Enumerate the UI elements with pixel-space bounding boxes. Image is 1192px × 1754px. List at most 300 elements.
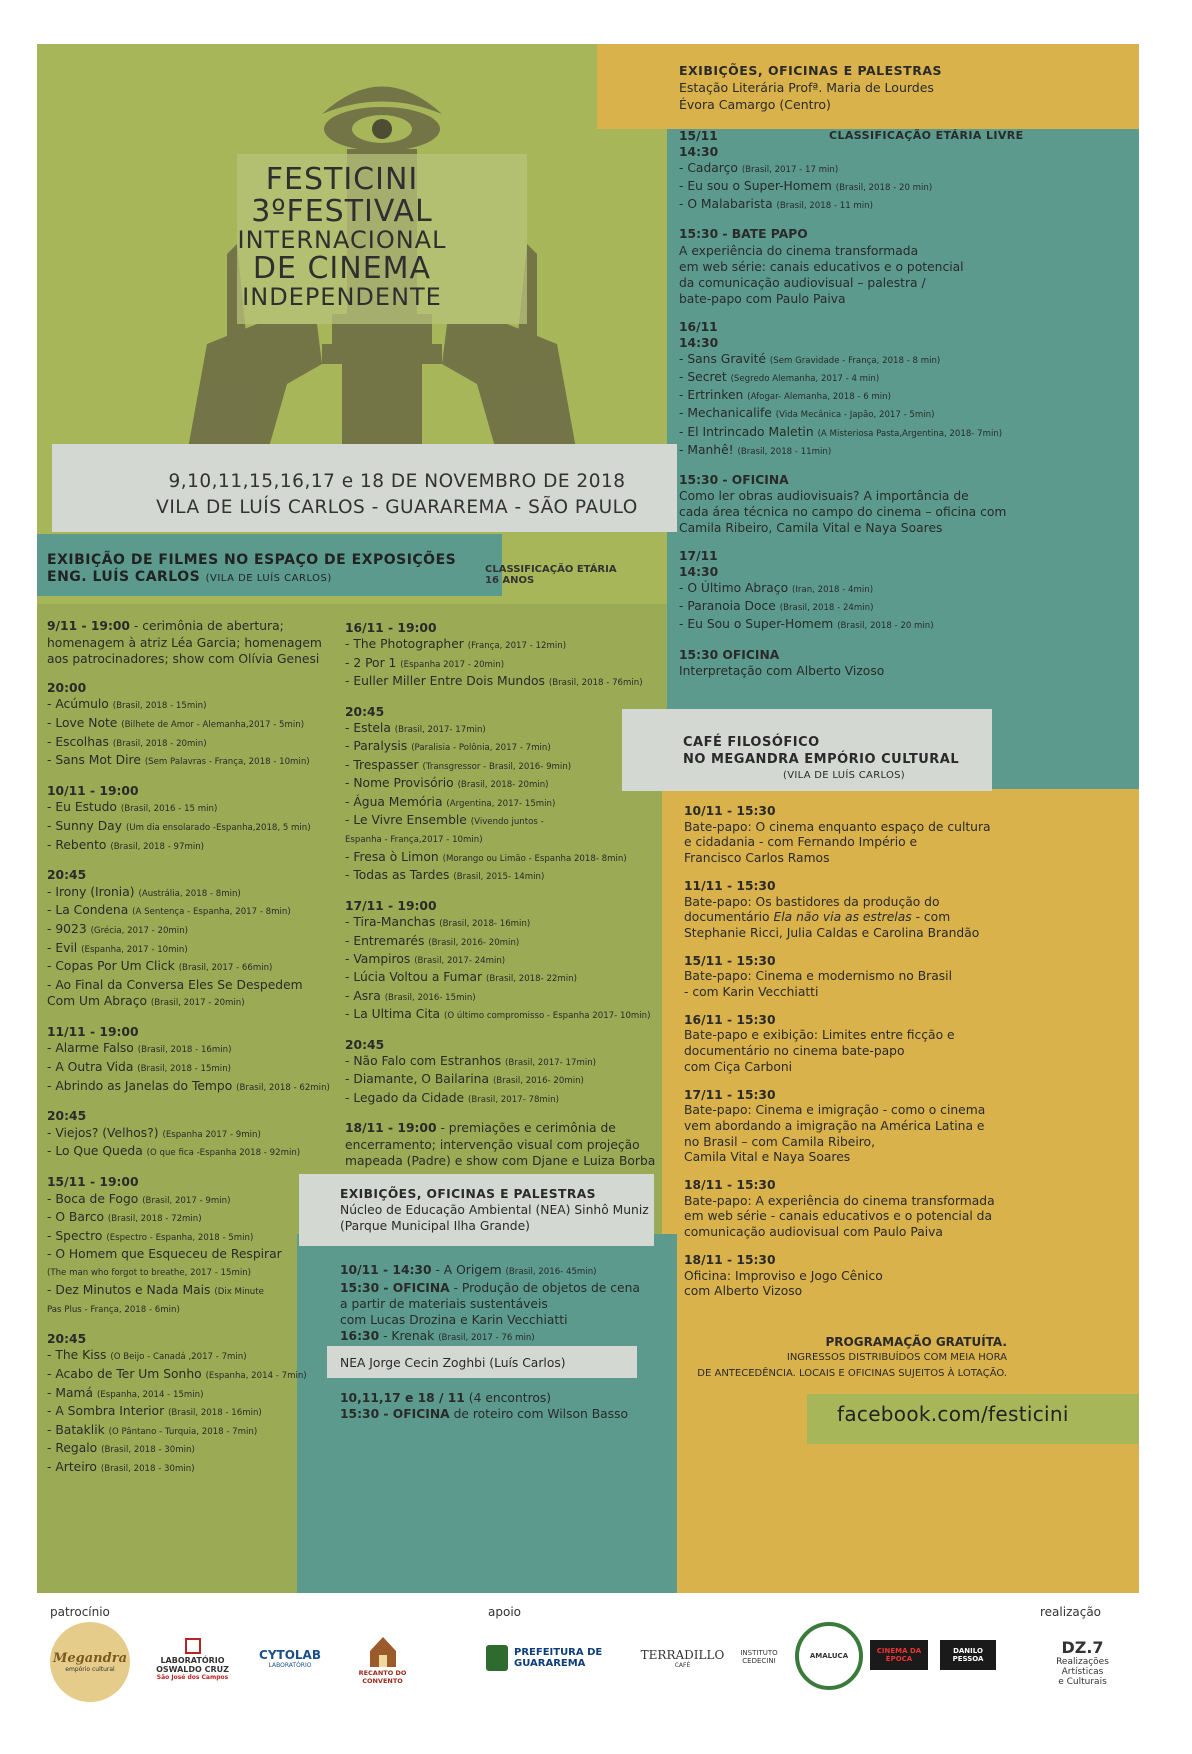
- schedule-line: [47, 752, 347, 771]
- schedule-detail: (A Sentença - Espanha, 2017 - 8min): [132, 907, 291, 918]
- right-venue-1: Estação Literária Profª. Maria de Lourdes: [679, 80, 934, 95]
- terradillo-name: TERRADILLO: [640, 1647, 725, 1662]
- schedule-line: [340, 1390, 680, 1406]
- schedule-heading: 20:45: [47, 1109, 87, 1124]
- schedule-heading: 14:30: [679, 336, 719, 351]
- schedule-text: Com Um Abraço: [47, 994, 147, 1009]
- schedule-detail: (Morango ou Limão - Espanha 2018- 8min): [442, 853, 627, 864]
- schedule-heading: 20:00: [47, 680, 87, 695]
- schedule-line: [679, 564, 1119, 580]
- right-top-heading: [679, 62, 942, 113]
- spacer: [345, 886, 675, 898]
- spacer: [679, 635, 1119, 647]
- schedule-line: [679, 144, 1119, 160]
- schedule-line: [345, 1137, 675, 1153]
- schedule-line: [345, 636, 675, 654]
- schedule-text: - Manhê!: [679, 442, 734, 457]
- schedule-heading: 20:45: [47, 1331, 87, 1346]
- schedule-heading: 10/11 - 19:00: [47, 783, 139, 798]
- schedule-text: - com Karin Vecchiatti: [684, 985, 819, 1000]
- schedule-line: [345, 867, 675, 885]
- cafe-heading: [683, 734, 959, 768]
- recanto-name: RECANTO DO CONVENTO: [358, 1669, 407, 1685]
- schedule-line: [679, 616, 1119, 634]
- cafe-line-1: CAFÉ FILOSÓFICO: [683, 735, 820, 750]
- megandra-logo: [50, 1622, 130, 1702]
- schedule-line: [47, 1385, 347, 1404]
- schedule-detail: (Bilhete de Amor - Alemanha,2017 - 5min): [121, 719, 305, 730]
- footer-realizacao: realização: [1040, 1605, 1102, 1619]
- cinema-logo: [870, 1640, 928, 1670]
- schedule-text: - Copas Por Um Click: [47, 959, 175, 974]
- schedule-text: - Bataklik: [47, 1422, 105, 1437]
- schedule-line: [345, 1120, 675, 1136]
- nea-title: EXIBIÇÕES, OFICINAS E PALESTRAS: [340, 1187, 596, 1201]
- schedule-text: - Tira-Manchas: [345, 915, 436, 930]
- schedule-detail: (Espectro - Espanha, 2018 - 5min): [106, 1232, 254, 1243]
- schedule-text: - Estela: [345, 721, 391, 736]
- schedule-text: - Rebento: [47, 837, 107, 852]
- schedule-line: [679, 548, 1119, 564]
- schedule-text: a partir de materiais sustentáveis: [340, 1297, 548, 1311]
- lab-icon: [185, 1638, 201, 1654]
- date-line: 9,10,11,15,16,17 e 18 DE NOVEMBRO DE 2018: [168, 471, 626, 492]
- schedule-heading: 15/11: [679, 129, 718, 143]
- schedule-line: [684, 851, 1124, 867]
- schedule-line: [679, 335, 1119, 351]
- schedule-line: [684, 1194, 1124, 1210]
- schedule-text: - La Condena: [47, 903, 129, 918]
- spacer: [47, 855, 347, 867]
- schedule-text: - The Photographer: [345, 637, 464, 652]
- schedule-text: - Irony (Ironia): [47, 884, 135, 899]
- schedule-line: [684, 1013, 1124, 1029]
- schedule-detail: (Brasil, 2018 - 15min): [112, 701, 207, 712]
- schedule-line: [345, 933, 675, 951]
- schedule-line: [340, 1280, 680, 1296]
- date-text: [127, 469, 667, 521]
- cafe-line-3: (VILA DE LUÍS CARLOS): [783, 770, 905, 781]
- spacer: [47, 1012, 347, 1024]
- schedule-detail: (A Misteriosa Pasta,Argentina, 2018- 7min): [817, 428, 1003, 439]
- dz7-sub-1: Realizações: [1056, 1656, 1109, 1667]
- schedule-line: [345, 1053, 675, 1071]
- schedule-text: no Brasil – com Camila Ribeiro,: [684, 1134, 875, 1149]
- amaluca-name: AMALUCA: [809, 1652, 849, 1660]
- schedule-detail: Pas Plus - França, 2018 - 6min): [47, 1305, 180, 1316]
- spacer: [684, 1076, 1124, 1088]
- schedule-text: bate-papo com Paulo Paiva: [679, 291, 846, 306]
- nea-heading: [340, 1186, 649, 1234]
- schedule-line: [47, 651, 347, 668]
- schedule-heading: 10,11,17 e 18 / 11: [340, 1391, 465, 1405]
- schedule-text: Bate-papo: Cinema e imigração - como o cinema: [684, 1103, 986, 1118]
- footer-patrocinio: patrocínio: [50, 1605, 110, 1619]
- schedule-line: [47, 977, 347, 994]
- lab-sub: São José dos Campos: [156, 1674, 229, 1681]
- schedule-text: - Não Falo com Estranhos: [345, 1053, 502, 1068]
- schedule-detail: (Brasil, 2017 - 20min): [150, 998, 245, 1009]
- schedule-text: - Evil: [47, 940, 78, 955]
- schedule-text: - Abrindo as Janelas do Tempo: [47, 1078, 233, 1093]
- schedule-text: - Secret: [679, 370, 727, 385]
- lab-name: LABORATÓRIO OSWALDO CRUZ: [156, 1656, 229, 1674]
- schedule-detail: (Brasil, 2018 - 11min): [737, 446, 832, 457]
- dz7-name: DZ.7: [1061, 1637, 1104, 1657]
- schedule-text: - Spectro: [47, 1228, 103, 1243]
- schedule-line: [679, 663, 1119, 679]
- spacer: [684, 1001, 1124, 1013]
- schedule-text: vem abordando a imigração na América Latina e: [684, 1118, 985, 1133]
- schedule-text: - Regalo: [47, 1441, 98, 1456]
- schedule-text: - premiações e cerimônia de: [436, 1121, 616, 1136]
- schedule-text: documentário no cinema bate-papo: [684, 1044, 905, 1059]
- spacer: [679, 214, 1119, 226]
- schedule-line: [684, 1119, 1124, 1135]
- cafe-schedule: [684, 804, 1124, 1300]
- schedule-line: [345, 794, 675, 812]
- schedule-line: [47, 1282, 347, 1301]
- lab-logo: [150, 1632, 235, 1687]
- schedule-line: [679, 369, 1119, 387]
- schedule-line: [679, 178, 1119, 196]
- schedule-line: [47, 1108, 347, 1125]
- schedule-line: [679, 520, 1119, 536]
- schedule-detail: (Brasil, 2018 - 30min): [100, 1463, 195, 1474]
- schedule-line: [345, 1153, 675, 1169]
- schedule-detail: (Vida Mecânica - Japão, 2017 - 5min): [775, 410, 935, 421]
- title-line-4: DE CINEMA: [252, 251, 432, 287]
- schedule-heading: 10/11 - 14:30: [340, 1263, 432, 1277]
- schedule-text: encerramento; intervenção visual com projeção: [345, 1137, 640, 1152]
- schedule-line: [679, 160, 1119, 178]
- schedule-detail: (Brasil, 2018- 16min): [439, 919, 531, 930]
- schedule-line: [679, 387, 1119, 405]
- schedule-line: [47, 715, 347, 734]
- schedule-text: - Eu Estudo: [47, 800, 117, 815]
- schedule-text: - cerimônia de abertura;: [129, 619, 284, 633]
- schedule-detail: (Brasil, 2018 - 24min): [779, 603, 874, 614]
- schedule-heading: 16/11 - 19:00: [345, 621, 437, 635]
- schedule-detail: (Brasil, 2018 - 62min): [236, 1082, 330, 1093]
- schedule-line: [47, 902, 347, 921]
- schedule-detail: (Brasil, 2018 - 20 min): [837, 621, 934, 632]
- dz7-sub-3: e Culturais: [1058, 1676, 1107, 1687]
- schedule-detail: (Sem Palavras - França, 2018 - 10min): [144, 757, 310, 768]
- schedule-heading: 17/11 - 19:00: [345, 898, 437, 913]
- nea-schedule: [340, 1262, 680, 1346]
- schedule-heading: 15:30 - BATE PAPO: [679, 227, 808, 242]
- schedule-heading: 17/11: [679, 549, 718, 564]
- schedule-text: - Le Vivre Ensemble: [345, 813, 467, 828]
- schedule-line: [345, 830, 675, 848]
- spacer: [684, 867, 1124, 879]
- schedule-text: documentário: [684, 910, 770, 925]
- schedule-heading: 14:30: [679, 145, 719, 160]
- schedule-detail: (Brasil, 2018 - 20min): [112, 738, 207, 749]
- schedule-heading: 20:45: [345, 1037, 385, 1052]
- schedule-line: [679, 319, 1119, 335]
- left-rating-2: 16 ANOS: [485, 575, 535, 586]
- schedule-line: [684, 1135, 1124, 1151]
- footer-apoio: apoio: [488, 1605, 521, 1619]
- spacer: [684, 1241, 1124, 1253]
- schedule-heading: 20:45: [47, 868, 87, 883]
- schedule-detail: (Espanha, 2017 - 10min): [81, 944, 188, 955]
- spacer: [47, 1319, 347, 1331]
- schedule-detail: (Sem Gravidade - França, 2018 - 8 min): [769, 356, 941, 367]
- schedule-text: - Euller Miller Entre Dois Mundos: [345, 674, 545, 689]
- dz7-logo: [1040, 1625, 1125, 1700]
- schedule-line: [684, 1028, 1124, 1044]
- schedule-text: - A Sombra Interior: [47, 1404, 165, 1419]
- schedule-line: [679, 351, 1119, 369]
- schedule-text: - Sunny Day: [47, 818, 123, 833]
- schedule-detail: (Brasil, 2018- 20min): [457, 780, 549, 791]
- schedule-line: [679, 504, 1119, 520]
- right-rating: CLASSIFICAÇÃO ETÁRIA LIVRE: [829, 129, 1024, 142]
- schedule-text: - Viejos? (Velhos?): [47, 1125, 159, 1140]
- schedule-line: [684, 895, 1124, 911]
- schedule-text: - Vampiros: [345, 951, 411, 966]
- schedule-detail: (Vivendo juntos -: [470, 817, 544, 828]
- schedule-detail: (Segredo Alemanha, 2017 - 4 min): [730, 374, 880, 385]
- schedule-detail: (Brasil, 2018 - 15min): [137, 1064, 231, 1075]
- schedule-line: [340, 1312, 680, 1328]
- schedule-line: [345, 620, 675, 636]
- terradillo-logo: [640, 1640, 725, 1676]
- schedule-heading: 16:30: [340, 1329, 380, 1343]
- schedule-line: [47, 837, 347, 856]
- schedule-detail: (O último compromisso - Espanha 2017- 10min): [444, 1011, 651, 1022]
- free-line-1: PROGRAMAÇÃO GRATUÍTA.: [825, 1335, 1007, 1349]
- schedule-detail: (Brasil, 2018 - 72min): [107, 1214, 202, 1225]
- schedule-line: [679, 580, 1119, 598]
- schedule-detail: (Brasil, 2017 - 76 min): [438, 1333, 535, 1343]
- schedule-text: - Acúmulo: [47, 697, 109, 712]
- schedule-text: - Asra: [345, 988, 381, 1003]
- schedule-text: - Fresa ò Limon: [345, 849, 439, 864]
- schedule-line: [47, 1059, 347, 1078]
- schedule-line: [340, 1296, 680, 1312]
- schedule-line: [47, 921, 347, 940]
- schedule-text: Francisco Carlos Ramos: [684, 851, 830, 866]
- schedule-heading: 11/11 - 19:00: [47, 1024, 139, 1039]
- schedule-line: [47, 884, 347, 903]
- spacer: [684, 942, 1124, 954]
- schedule-text: A experiência do cinema transformada: [679, 243, 919, 258]
- schedule-text: e cidadania - com Fernando Império e: [684, 835, 918, 850]
- schedule-line: [684, 1284, 1124, 1300]
- schedule-detail: (Austrália, 2018 - 8min): [138, 888, 241, 899]
- schedule-line: [47, 618, 347, 635]
- schedule-line: [47, 1246, 347, 1263]
- schedule-line: [679, 405, 1119, 423]
- schedule-line: [684, 835, 1124, 851]
- schedule-text: - El Intrincado Maletin: [679, 424, 814, 439]
- schedule-line: [47, 1143, 347, 1162]
- schedule-text: Bate-papo: Os bastidores da produção do: [684, 894, 940, 909]
- schedule-text: - O Barco: [47, 1210, 104, 1225]
- schedule-line: [345, 849, 675, 867]
- schedule-heading: 17/11 - 15:30: [684, 1087, 776, 1102]
- schedule-line: [679, 472, 1119, 488]
- spacer: [345, 1108, 675, 1120]
- festival-title: [217, 164, 467, 310]
- schedule-text: - Escolhas: [47, 734, 109, 749]
- schedule-text: aos patrocinadores; show com Olívia Genesi: [47, 652, 320, 667]
- spacer: [47, 1096, 347, 1108]
- schedule-text: - Lo Que Queda: [47, 1144, 143, 1159]
- schedule-line: [47, 1422, 347, 1441]
- schedule-heading: 16/11: [679, 319, 718, 334]
- schedule-line: [47, 958, 347, 977]
- danilo-logo: [940, 1640, 996, 1670]
- schedule-line: [47, 734, 347, 753]
- schedule-line: [47, 867, 347, 884]
- schedule-line: [684, 879, 1124, 895]
- right-schedule: [679, 128, 1119, 679]
- left-heading-sub: (VILA DE LUÍS CARLOS): [205, 573, 332, 584]
- schedule-heading: 11/11 - 15:30: [684, 878, 776, 893]
- schedule-line: [684, 969, 1124, 985]
- schedule-detail: (Argentina, 2017- 15min): [446, 798, 556, 809]
- cytolab-logo: [245, 1640, 335, 1676]
- schedule-line: [679, 259, 1119, 275]
- schedule-line: [679, 424, 1119, 442]
- schedule-detail: (Brasil, 2017 - 66min): [178, 963, 273, 974]
- schedule-line: [47, 1403, 347, 1422]
- schedule-text: - Dez Minutos e Nada Mais: [47, 1282, 211, 1297]
- schedule-text: - A Outra Vida: [47, 1060, 134, 1075]
- schedule-line: [684, 985, 1124, 1001]
- schedule-text: Camila Vital e Naya Soares: [684, 1150, 851, 1165]
- schedule-heading: 15:30 - OFICINA: [679, 472, 789, 487]
- schedule-detail: (Brasil, 2017 - 9min): [142, 1195, 231, 1206]
- schedule-line: [684, 1225, 1124, 1241]
- prefeitura-icon: [486, 1645, 508, 1671]
- schedule-text: - Alarme Falso: [47, 1041, 134, 1056]
- title-line-1: FESTICINI: [265, 162, 419, 197]
- schedule-heading: 20:45: [345, 704, 385, 719]
- spacer: [47, 668, 347, 680]
- church-icon: [366, 1635, 400, 1669]
- schedule-detail: (Afogar- Alemanha, 2018 - 6 min): [747, 392, 891, 403]
- title-line-3: INTERNACIONAL: [237, 225, 447, 254]
- schedule-line: [340, 1262, 680, 1280]
- schedule-detail: (O Beijo - Canadá ,2017 - 7min): [110, 1352, 247, 1363]
- schedule-text: - Água Memória: [345, 794, 443, 809]
- schedule-line: [47, 1300, 347, 1319]
- schedule-detail: (Brasil, 2016- 15min): [384, 992, 476, 1003]
- schedule-text: - A Origem: [431, 1263, 502, 1277]
- schedule-line: [47, 940, 347, 959]
- schedule-line: [345, 1071, 675, 1089]
- schedule-detail: (Brasil, 2016- 45min): [505, 1267, 597, 1277]
- schedule-detail: (Brasil, 2016 - 15 min): [120, 804, 218, 815]
- schedule-detail: (Brasil, 2017 - 17 min): [741, 165, 839, 176]
- schedule-title-italic: Ela não via as estrelas: [773, 910, 912, 925]
- schedule-column-a: [47, 618, 347, 1478]
- schedule-line: [47, 680, 347, 697]
- schedule-line: [47, 1347, 347, 1366]
- schedule-detail: (Brasil, 2017- 17min): [394, 725, 486, 736]
- schedule-line: [47, 1078, 347, 1097]
- left-heading: [47, 552, 456, 587]
- schedule-line: [47, 1040, 347, 1059]
- schedule-text: - 2 Por 1: [345, 655, 397, 670]
- schedule-text: - Eu sou o Super-Homem: [679, 179, 832, 194]
- cinema-name: CINEMA DA ÉPOCA: [876, 1647, 922, 1663]
- schedule-text: - The Kiss: [47, 1348, 107, 1363]
- schedule-detail: (Transgressor - Brasil, 2016- 9min): [422, 761, 572, 772]
- spacer: [345, 692, 675, 704]
- cytolab-name: CYTOLAB: [259, 1647, 321, 1662]
- schedule-text: - Mechanicalife: [679, 406, 772, 421]
- schedule-text: - La Ultima Cita: [345, 1007, 441, 1022]
- schedule-detail: (Paralisia - Polônia, 2017 - 7min): [411, 743, 551, 754]
- schedule-text: - Acabo de Ter Um Sonho: [47, 1366, 202, 1381]
- schedule-heading: 15/11 - 19:00: [47, 1175, 139, 1190]
- schedule-text: Camila Ribeiro, Camila Vital e Naya Soares: [679, 520, 943, 535]
- schedule-text: - Nome Provisório: [345, 776, 454, 791]
- spacer: [679, 307, 1119, 319]
- schedule-text: com Lucas Drozina e Karin Vecchiatti: [340, 1313, 568, 1327]
- schedule-text: - Diamante, O Bailarina: [345, 1072, 490, 1087]
- schedule-line: [340, 1328, 680, 1346]
- schedule-detail: (Brasil, 2018 - 30min): [101, 1445, 195, 1456]
- free-line-2: INGRESSOS DISTRIBUÍDOS COM MEIA HORA: [786, 1352, 1007, 1363]
- schedule-line: [679, 128, 1119, 144]
- schedule-heading: 18/11 - 15:30: [684, 1178, 776, 1193]
- schedule-line: [47, 1366, 347, 1385]
- facebook-link[interactable]: facebook.com/festicini: [837, 1402, 1069, 1426]
- schedule-line: [345, 1090, 675, 1108]
- schedule-detail: (O que fica -Espanha 2018 - 92min): [146, 1148, 301, 1159]
- schedule-line: [345, 1006, 675, 1024]
- schedule-line: [47, 799, 347, 818]
- schedule-heading: 15/11 - 15:30: [684, 953, 776, 968]
- schedule-heading: 10/11 - 15:30: [684, 804, 776, 818]
- nea-schedule-2: [340, 1390, 680, 1422]
- schedule-heading: 18/11 - 19:00: [345, 1121, 437, 1136]
- schedule-text: (4 encontros): [464, 1391, 552, 1405]
- right-venue-2: Évora Camargo (Centro): [679, 97, 831, 112]
- schedule-line: [340, 1406, 680, 1422]
- schedule-line: [345, 812, 675, 830]
- schedule-text: - Arteiro: [47, 1459, 97, 1474]
- schedule-heading: 14:30: [679, 565, 719, 580]
- schedule-text: Oficina: Improviso e Jogo Cênico: [684, 1268, 883, 1283]
- schedule-text: Interpretação com Alberto Vizoso: [679, 663, 885, 678]
- spacer: [679, 460, 1119, 472]
- schedule-text: Como ler obras audiovisuais? A importância de: [679, 488, 969, 503]
- nea-line-1: Núcleo de Educação Ambiental (NEA) Sinhô Muniz: [340, 1203, 649, 1217]
- schedule-text: - Love Note: [47, 715, 118, 730]
- left-heading-line-1: EXIBIÇÃO DE FILMES NO ESPAÇO DE EXPOSIÇÕES: [47, 552, 457, 568]
- amaluca-logo: [795, 1622, 863, 1690]
- cytolab-sub: LABORATÓRIO: [268, 1661, 312, 1669]
- schedule-detail: (Brasil, 2015- 14min): [453, 872, 545, 883]
- schedule-detail: (Brasil, 2016- 20min): [428, 937, 520, 948]
- schedule-detail: (Espanha, 2014 - 7min): [205, 1370, 307, 1381]
- schedule-column-b: [345, 620, 675, 1169]
- schedule-detail: (Brasil, 2018- 22min): [485, 974, 577, 985]
- schedule-text: Bate-papo e exibição: Limites entre ficção e: [684, 1028, 955, 1043]
- left-heading-line-2: ENG. LUÍS CARLOS: [47, 569, 201, 585]
- schedule-line: [679, 196, 1119, 214]
- schedule-line: [684, 1060, 1124, 1076]
